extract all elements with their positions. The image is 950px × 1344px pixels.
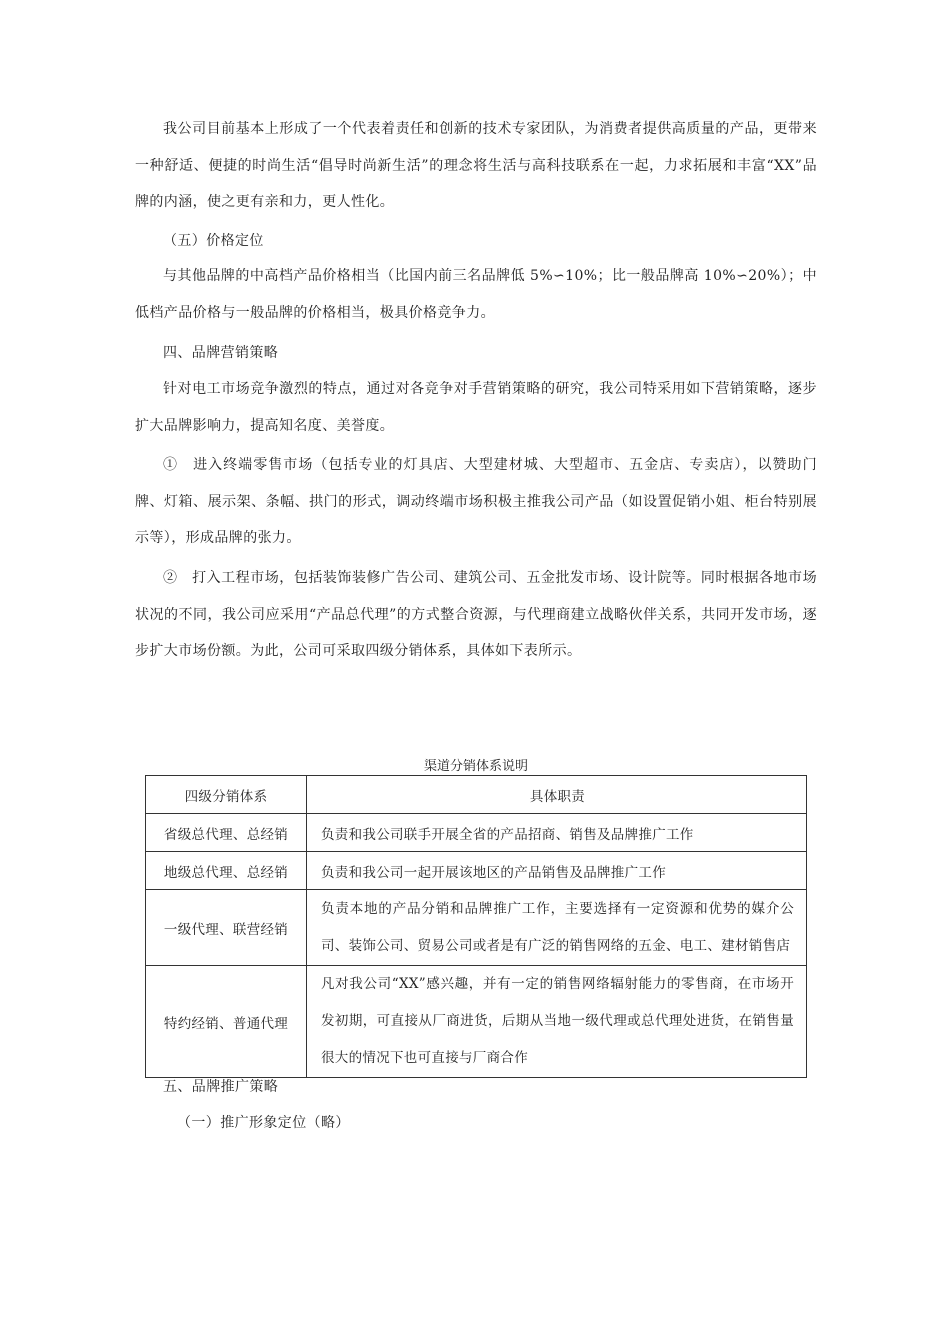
row-level: 一级代理、联营经销 bbox=[146, 890, 307, 966]
heading-marketing-strategy: 四、品牌营销策略 bbox=[163, 345, 279, 361]
paragraph-strategy-intro: 针对电工市场竞争激烈的特点，通过对各竞争对手营销策略的研究，我公司特采用如下营销策略，逐步扩大品牌影响力，提高知名度、美誉度。 bbox=[135, 381, 817, 434]
distribution-table bbox=[145, 775, 807, 1078]
table-caption: 渠道分销体系说明 bbox=[423, 759, 528, 774]
table-row bbox=[146, 890, 807, 966]
paragraph-price: 与其他品牌的中高档产品价格相当（比国内前三名品牌低 5%∽10%；比一般品牌高 10%∽20%）；中低档产品价格与一般品牌的价格相当，极具价格竞争力。 bbox=[135, 268, 817, 321]
row-level: 特约经销、普通代理 bbox=[146, 966, 307, 1078]
row-level: 地级总代理、总经销 bbox=[146, 852, 307, 890]
heading-price-positioning: （五）价格定位 bbox=[163, 233, 264, 249]
row-duty: 负责本地的产品分销和品牌推广工作，主要选择有一定资源和优势的媒介公司、装饰公司、贸易公司或者是有广泛的销售网络的五金、电工、建材销售店 bbox=[321, 900, 794, 954]
paragraph-retail-market: ① 进入终端零售市场（包括专业的灯具店、大型建材城、大型超市、五金店、专卖店），以赞助门牌、灯箱、展示架、条幅、拱门的形式，调动终端市场积极主推我公司产品（如设置促销小姐、柜台特别展示等），形成品牌的张力。 bbox=[135, 457, 817, 546]
table-row bbox=[146, 852, 807, 890]
table-row bbox=[146, 966, 807, 1078]
paragraph-team: 我公司目前基本上形成了一个代表着责任和创新的技术专家团队，为消费者提供高质量的产品，更带来一种舒适、便捷的时尚生活“倡导时尚新生活”的理念将生活与高科技联系在一起，力求拓展和丰富“XX”品牌的内涵，使之更有亲和力，更人性化。 bbox=[135, 121, 817, 210]
heading-brand-promotion: 五、品牌推广策略 bbox=[163, 1079, 279, 1095]
table-header-row bbox=[146, 776, 807, 814]
row-duty-cell bbox=[307, 966, 807, 1078]
row-level: 省级总代理、总经销 bbox=[146, 814, 307, 852]
row-duty: 负责和我公司一起开展该地区的产品销售及品牌推广工作 bbox=[307, 852, 807, 890]
table-row bbox=[146, 814, 807, 852]
row-duty-cell bbox=[307, 890, 807, 966]
paragraph-project-market: ② 打入工程市场，包括装饰装修广告公司、建筑公司、五金批发市场、设计院等。同时根据各地市场状况的不同，我公司应采用“产品总代理”的方式整合资源，与代理商建立战略伙伴关系，共同开发市场，逐步扩大市场份额。为此，公司可采取四级分销体系，具体如下表所示。 bbox=[135, 570, 817, 659]
row-duty: 凡对我公司“XX”感兴趣，并有一定的销售网络辐射能力的零售商，在市场开发初期，可直接从厂商进货，后期从当地一级代理或总代理处进货，在销售量很大的情况下也可直接与厂商合作 bbox=[321, 976, 794, 1066]
row-duty: 负责和我公司联手开展全省的产品招商、销售及品牌推广工作 bbox=[307, 814, 807, 852]
heading-promotion-image: （一）推广形象定位（略） bbox=[177, 1115, 350, 1131]
header-duty: 具体职责 bbox=[307, 776, 807, 814]
header-level: 四级分销体系 bbox=[146, 776, 307, 814]
